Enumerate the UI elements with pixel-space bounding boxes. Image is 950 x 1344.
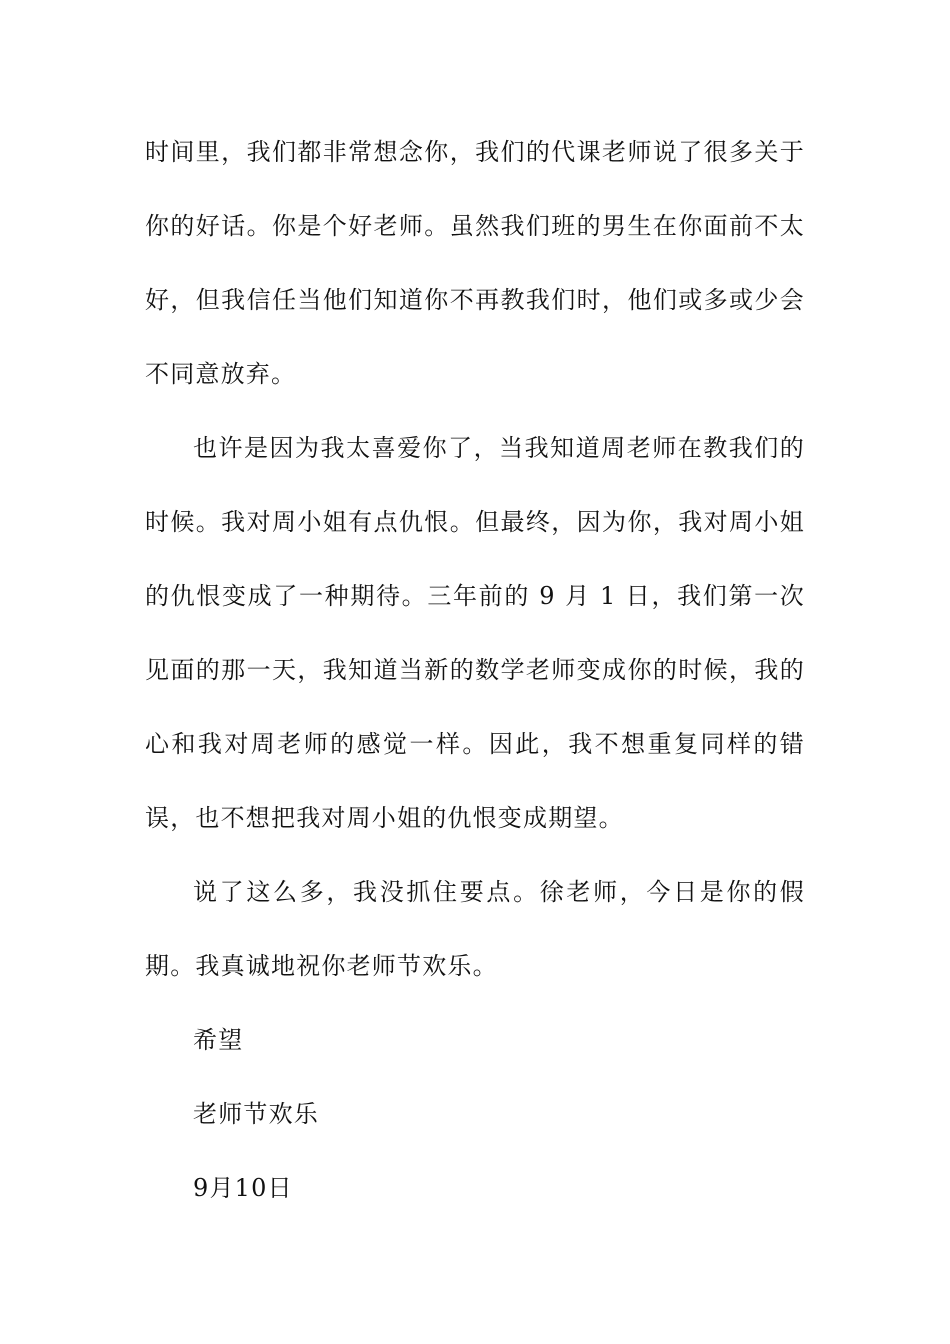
letter-body [145, 115, 805, 1225]
closing-line-1: 希望 [193, 1026, 244, 1054]
closing-line-2: 老师节欢乐 [193, 1100, 319, 1128]
paragraph-greeting: 说了这么多，我没抓住要点。徐老师，今日是你的假期。我真诚地祝你老师节欢乐。 [145, 878, 805, 980]
paragraph-teacher-zhou: 也许是因为我太喜爱你了，当我知道周老师在教我们的时候。我对周小姐有点仇恨。但最终，因为你，我对周小姐的仇恨变成了一种期待。三年前的 9 月 1 日，我们第一次见面的那一天，我知道当新的数学老师变成你的时候，我的心和我对周老师的感觉一样。因此，我不想重复同样的错误，也不想把我对周小姐的仇恨变成期望。 [145, 434, 805, 832]
closing-date: 9月10日 [193, 1174, 293, 1202]
paragraph-continued: 时间里，我们都非常想念你，我们的代课老师说了很多关于你的好话。你是个好老师。虽然我们班的男生在你面前不太好，但我信任当他们知道你不再教我们时，他们或多或少会不同意放弃。 [145, 138, 805, 388]
